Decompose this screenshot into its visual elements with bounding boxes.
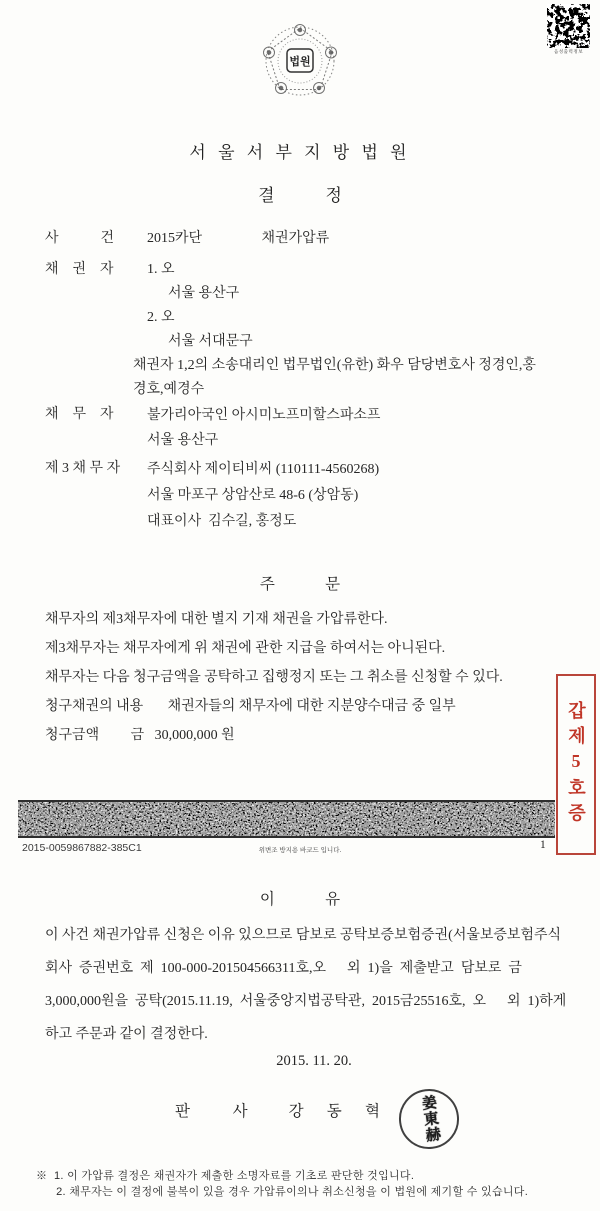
claim-details [45, 692, 456, 750]
reason-line-2: 회사 증권번호 제 100-000-201504566311호,오 외 1)을 제출받고 담보로 금 [45, 961, 522, 976]
creditor-label: 채 권 자 [45, 262, 114, 277]
footnote-1: ※ 1. 이 가압류 결정은 채권자가 제출한 소명자료를 기초로 판단한 것입니다. [36, 1170, 415, 1182]
document-number: 2015-0059867882-385C1 [22, 842, 142, 854]
document-title: 결 정 [258, 186, 342, 205]
reason-line-3: 3,000,000원을 공탁(2015.11.19, 서울중앙지법공탁관, 2015금25516호, 오 외 1)하게 [45, 994, 567, 1009]
reason-body [45, 919, 566, 1051]
order-body [45, 605, 503, 692]
case-label: 사 건 [45, 231, 115, 246]
exhibit-stamp-text: 갑제5호증 [566, 701, 586, 828]
order-line-1: 채무자의 제3채무자에 대한 별지 기재 채권을 가압류한다. [45, 612, 388, 627]
judge-name: 강 동 혁 [288, 1103, 380, 1120]
voice-output-barcode [547, 4, 590, 48]
court-name: 서 울 서 부 지 방 법 원 [189, 143, 411, 162]
judge-seal-text: 姜東赫 [419, 1094, 441, 1144]
debtor-address: 서울 용산구 [147, 433, 219, 448]
third-debtor-row [45, 457, 379, 535]
footnotes [36, 1169, 528, 1200]
anti-forgery-barcode-strip [18, 800, 555, 838]
creditor-2-name: 2. 오 [147, 310, 175, 325]
decision-date: 2015. 11. 20. [276, 1053, 352, 1069]
exhibit-stamp [556, 674, 596, 855]
emblem-label: 법원 [289, 56, 311, 68]
case-number-row [45, 227, 329, 251]
third-debtor-name: 주식회사 제이티비씨 (110111-4560268) [147, 462, 380, 477]
judge-title: 판 사 [175, 1103, 248, 1120]
creditor-attorney-line1: 채권자 1,2의 소송대리인 법무법인(유한) 화우 담당변호사 정경인,홍 [133, 358, 536, 373]
reason-line-1: 이 사건 채권가압류 신청은 이유 있으므로 담보로 공탁보증보험증권(서울보증보험주식 [45, 928, 562, 943]
creditor-1-name: 1. 오 [147, 262, 175, 277]
judge-seal-stamp [396, 1086, 463, 1153]
third-debtor-label: 제 3 채 무 자 [45, 461, 121, 476]
reason-line-4: 하고 주문과 같이 결정한다. [45, 1027, 208, 1042]
strip-caption: 위변조 방지용 바코드 입니다. [258, 847, 342, 854]
order-line-3: 채무자는 다음 청구금액을 공탁하고 집행정지 또는 그 취소를 신청할 수 있다. [45, 670, 503, 685]
court-emblem-icon [256, 22, 344, 102]
page-number: 1 [540, 839, 546, 851]
creditor-1-address: 서울 용산구 [147, 286, 240, 301]
order-heading: 주 문 [259, 576, 341, 593]
order-line-2: 제3채무자는 채무자에게 위 채권에 관한 지급을 하여서는 아니된다. [45, 641, 446, 656]
third-debtor-ceo: 대표이사 김수길, 홍정도 [147, 514, 297, 529]
footnote-2: 2. 채무자는 이 결정에 불복이 있을 경우 가압류이의나 취소신청을 이 법원에 제기할 수 있습니다. [36, 1185, 529, 1198]
creditor-2-address: 서울 서대문구 [147, 334, 253, 349]
creditor-row [45, 258, 536, 402]
claim-content-line: 청구채권의 내용 채권자들의 채무자에 대한 지분양수대금 중 일부 [45, 699, 456, 714]
claim-amount-line: 청구금액 금 30,000,000 원 [45, 728, 235, 743]
barcode-caption: 음성출력정보 [553, 49, 584, 54]
reason-heading: 이 유 [259, 891, 341, 908]
judge-signature-row [175, 1100, 380, 1124]
debtor-row [45, 403, 380, 453]
debtor-label: 채 무 자 [45, 407, 114, 422]
case-number: 2015카단 채권가압류 [147, 231, 330, 246]
creditor-attorney-line2: 경호,예경수 [133, 382, 205, 397]
debtor-name: 불가리아국인 아시미노프미할스파소프 [147, 408, 381, 423]
third-debtor-address: 서울 마포구 상암산로 48-6 (상암동) [147, 488, 359, 503]
